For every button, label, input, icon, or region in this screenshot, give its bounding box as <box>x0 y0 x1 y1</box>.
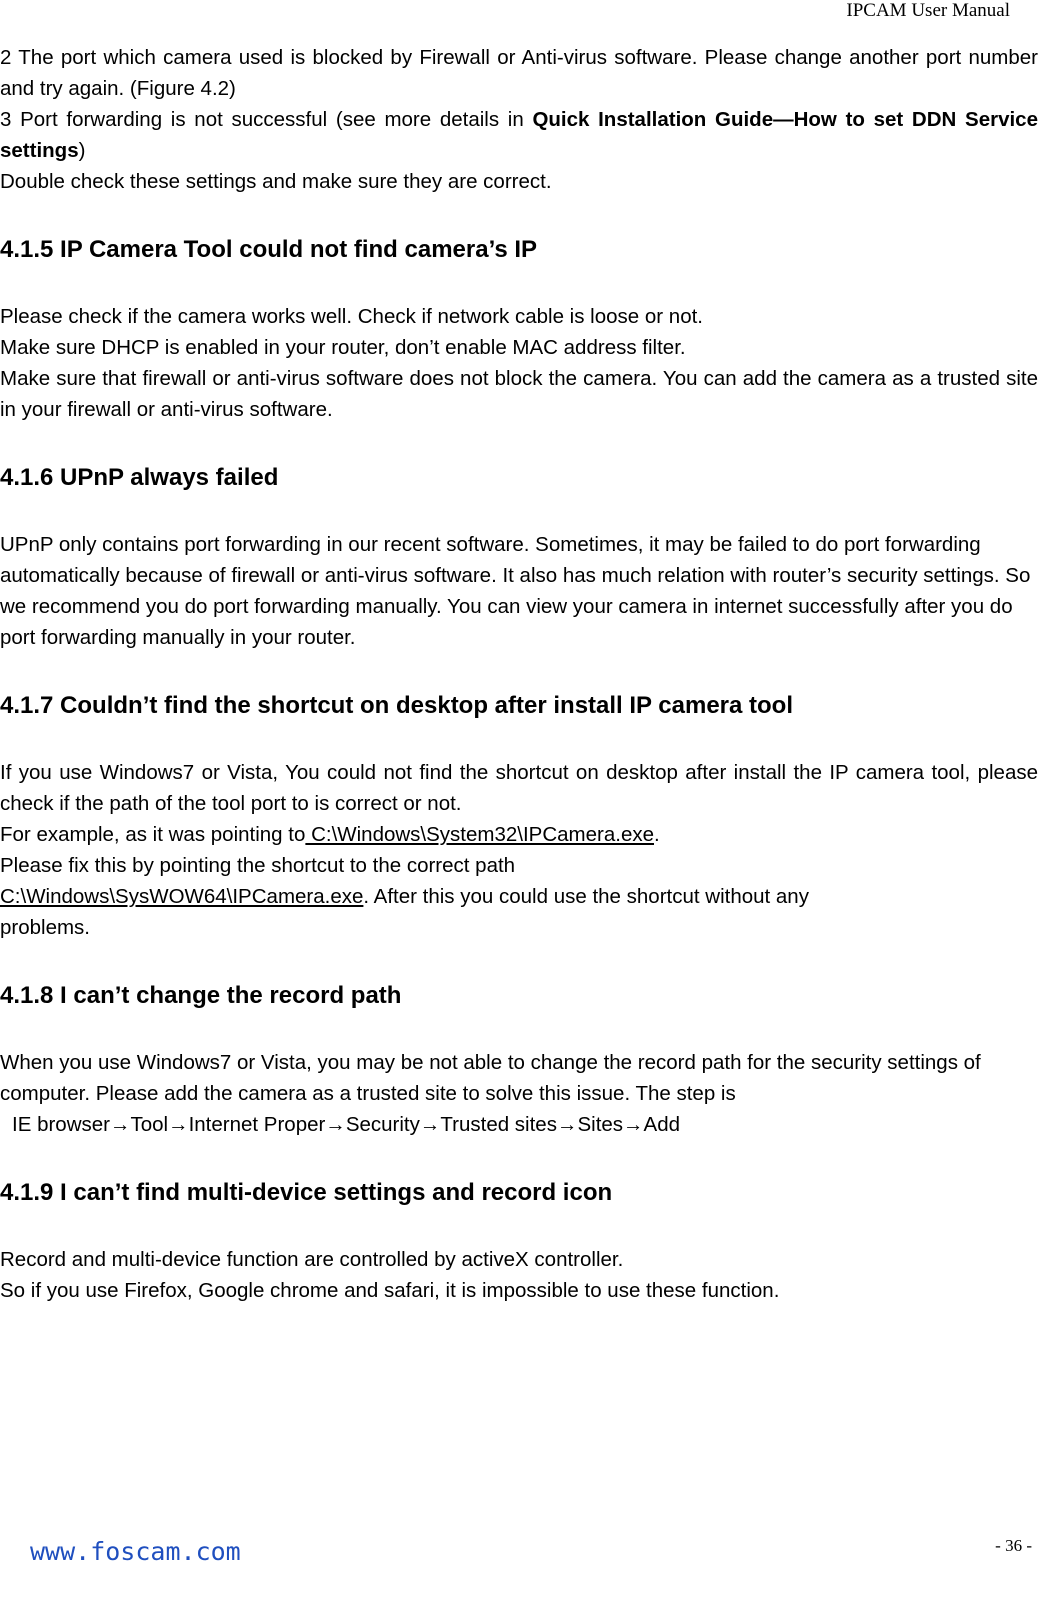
correct-path-suffix: . After this you could use the shortcut without any <box>363 885 809 908</box>
intro-item-3-suffix: ) <box>78 139 86 162</box>
syswow64-path-link[interactable]: C:\Windows\SysWOW64\IPCamera.exe <box>0 885 364 908</box>
intro-item-2: 2 The port which camera used is blocked by Firewall or Anti-virus software. Please change another port number and try again. (Figure 4.2) <box>0 46 1038 100</box>
example-prefix: For example, as it was pointing to <box>0 823 306 846</box>
section-4-1-7-correct-path <box>0 881 1038 912</box>
section-4-1-7-example <box>0 819 1038 850</box>
document-header-title: IPCAM User Manual <box>846 0 1010 21</box>
section-4-1-9-paragraph-2: So if you use Firefox, Google chrome and safari, it is impossible to use these function. <box>0 1279 780 1302</box>
system32-path-link[interactable]: C:\Windows\System32\IPCamera.exe <box>305 823 654 846</box>
intro-note: Double check these settings and make sure they are correct. <box>0 170 552 193</box>
quick-installation-guide-reference: Quick Installation Guide—How to set DDN Service settings <box>0 108 1038 162</box>
section-4-1-8-paragraph-1: When you use Windows7 or Vista, you may be not able to change the record path for the security settings of computer. Please add the camera as a trusted site to solve this issue. The step is <box>0 1051 981 1105</box>
section-4-1-7-paragraph-1: If you use Windows7 or Vista, You could not find the shortcut on desktop after install the IP camera tool, please check if the path of the tool port to is correct or not. <box>0 761 1038 815</box>
foscam-website-link[interactable]: www.foscam.com <box>30 1537 241 1566</box>
section-4-1-7-problems: problems. <box>0 916 91 939</box>
page-number: - 36 - <box>995 1536 1032 1555</box>
section-4-1-6-paragraph-1: UPnP only contains port forwarding in our recent software. Sometimes, it may be failed to do port forwarding automatically because of firewall or anti-virus software. It also has much relation with router’s security settings. So we recommend you do port forwarding manually. You can view your camera in internet successfully after you do port forwarding manually in your router. <box>0 533 1031 649</box>
trusted-sites-steps: IE browser→Tool→Internet Proper→Security→Trusted sites→Sites→Add <box>12 1113 681 1136</box>
section-heading-4-1-6: 4.1.6 UPnP always failed <box>0 464 279 491</box>
section-heading-4-1-8: 4.1.8 I can’t change the record path <box>0 982 402 1009</box>
section-4-1-5-paragraph-3: Make sure that firewall or anti-virus software does not block the camera. You can add the camera as a trusted site in your firewall or anti-virus software. <box>0 367 1038 421</box>
section-4-1-9-paragraph-1: Record and multi-device function are controlled by activeX controller. <box>0 1248 624 1271</box>
section-4-1-5-paragraph-2: Make sure DHCP is enabled in your router, don’t enable MAC address filter. <box>0 336 686 359</box>
intro-item-3 <box>0 104 1038 166</box>
section-4-1-7-fix: Please fix this by pointing the shortcut to the correct path <box>0 854 516 877</box>
intro-item-3-prefix: 3 Port forwarding is not successful (see more details in <box>0 108 533 131</box>
section-heading-4-1-5: 4.1.5 IP Camera Tool could not find camera’s IP <box>0 236 538 263</box>
section-heading-4-1-9: 4.1.9 I can’t find multi-device settings and record icon <box>0 1179 613 1206</box>
section-4-1-5-paragraph-1: Please check if the camera works well. Check if network cable is loose or not. <box>0 305 703 328</box>
section-heading-4-1-7: 4.1.7 Couldn’t find the shortcut on desktop after install IP camera tool <box>0 692 794 719</box>
example-suffix: . <box>654 823 660 846</box>
page-content <box>0 42 1038 1306</box>
